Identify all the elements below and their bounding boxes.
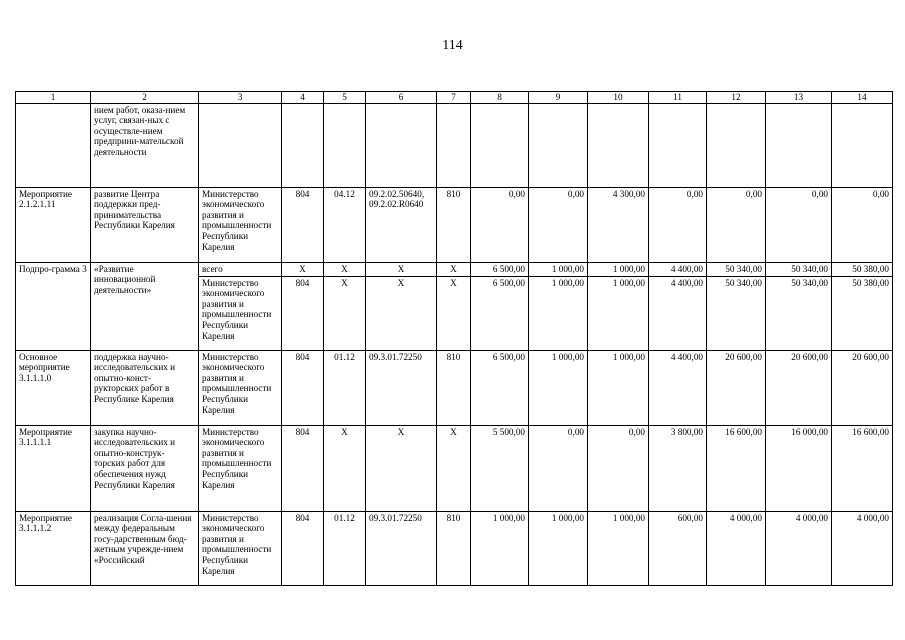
- cell: [707, 103, 766, 187]
- cell-amount: 0,00: [649, 187, 707, 262]
- cell-description: закупка научно-исследовательских и опытно-конструк-торских работ для обеспечения нужд Республики Карелия: [91, 425, 199, 511]
- cell-amount: 0,00: [471, 187, 529, 262]
- cell-amount: 4 300,00: [588, 187, 649, 262]
- cell-amount: 16 600,00: [707, 425, 766, 511]
- cell-rzpr: 04.12: [324, 187, 366, 262]
- cell-amount: 4 000,00: [832, 511, 893, 585]
- cell-rzpr: 01.12: [324, 350, 366, 425]
- cell-amount: 1 000,00: [529, 276, 588, 350]
- column-number: 1: [16, 92, 91, 104]
- cell-description: развитие Центра поддержки пред-принимательства Республики Карелия: [91, 187, 199, 262]
- cell-vr: 810: [437, 187, 471, 262]
- cell-amount: 1 000,00: [588, 262, 649, 276]
- cell-amount: 0,00: [529, 187, 588, 262]
- cell-amount: 4 400,00: [649, 262, 707, 276]
- cell-amount: 600,00: [649, 511, 707, 585]
- column-numbers-row: [16, 92, 893, 104]
- cell: [437, 103, 471, 187]
- table-row: [16, 350, 893, 425]
- cell-executor: Министерство экономического развития и промышленности Республики Карелия: [199, 187, 282, 262]
- cell-rzpr: Х: [324, 262, 366, 276]
- cell: [832, 103, 893, 187]
- cell-amount: 16 600,00: [832, 425, 893, 511]
- column-number: 4: [282, 92, 324, 104]
- cell: [366, 103, 437, 187]
- cell-grbs: 804: [282, 187, 324, 262]
- cell: [588, 103, 649, 187]
- cell-amount: 50 380,00: [832, 276, 893, 350]
- cell-amount: 50 380,00: [832, 262, 893, 276]
- cell-amount: 1 000,00: [588, 511, 649, 585]
- table-row: [16, 262, 893, 276]
- column-number: 12: [707, 92, 766, 104]
- cell-csr: Х: [366, 425, 437, 511]
- cell-amount: 0,00: [707, 187, 766, 262]
- cell-amount: 50 340,00: [707, 276, 766, 350]
- table-row: [16, 425, 893, 511]
- cell-amount: 1 000,00: [588, 350, 649, 425]
- cell-grbs: 804: [282, 276, 324, 350]
- cell-amount: 0,00: [832, 187, 893, 262]
- cell-rzpr: 01.12: [324, 511, 366, 585]
- cell-vr: 810: [437, 350, 471, 425]
- cell-amount: 4 000,00: [766, 511, 832, 585]
- column-number: 11: [649, 92, 707, 104]
- cell-description: нием работ, оказа-нием услуг, связан-ных с осуществле-нием предприни-мательской деятельности: [91, 103, 199, 187]
- cell-status: Мероприятие 2.1.2.1.11: [16, 187, 91, 262]
- cell: [766, 103, 832, 187]
- column-number: 14: [832, 92, 893, 104]
- cell-amount: 4 000,00: [707, 511, 766, 585]
- cell-grbs: 804: [282, 511, 324, 585]
- cell-executor: Министерство экономического развития и промышленности Республики Карелия: [199, 425, 282, 511]
- column-number: 8: [471, 92, 529, 104]
- cell-status: Подпро-грамма 3: [16, 262, 91, 350]
- cell-description: поддержка научно-исследовательских и опытно-конст-рукторских работ в Республике Карелия: [91, 350, 199, 425]
- column-number: 2: [91, 92, 199, 104]
- column-number: 5: [324, 92, 366, 104]
- cell-amount: 20 600,00: [832, 350, 893, 425]
- cell: [649, 103, 707, 187]
- cell: [324, 103, 366, 187]
- cell-amount: 6 500,00: [471, 262, 529, 276]
- column-number: 13: [766, 92, 832, 104]
- cell-status: Основное мероприятие 3.1.1.1.0: [16, 350, 91, 425]
- cell-csr: Х: [366, 262, 437, 276]
- cell: [282, 103, 324, 187]
- cell-rzpr: Х: [324, 276, 366, 350]
- cell-amount: 1 000,00: [588, 276, 649, 350]
- column-number: 9: [529, 92, 588, 104]
- cell-amount: 1 000,00: [529, 511, 588, 585]
- cell: [199, 103, 282, 187]
- cell-amount: 1 000,00: [471, 511, 529, 585]
- cell-grbs: Х: [282, 262, 324, 276]
- cell-executor: Министерство экономического развития и промышленности Республики Карелия: [199, 276, 282, 350]
- cell-amount: 1 000,00: [529, 262, 588, 276]
- cell-amount: 4 400,00: [649, 350, 707, 425]
- cell-csr: Х: [366, 276, 437, 350]
- cell-amount: 0,00: [588, 425, 649, 511]
- cell-vr: Х: [437, 262, 471, 276]
- cell-csr: 09.3.01.72250: [366, 350, 437, 425]
- column-number: 3: [199, 92, 282, 104]
- table-row: [16, 187, 893, 262]
- cell-vr: Х: [437, 425, 471, 511]
- cell-amount: 3 800,00: [649, 425, 707, 511]
- table-row: [16, 511, 893, 585]
- cell: [16, 103, 91, 187]
- cell-status: Мероприятие 3.1.1.1.1: [16, 425, 91, 511]
- cell-csr: 09.3.01.72250: [366, 511, 437, 585]
- cell-description: «Развитие инновационной деятельности»: [91, 262, 199, 350]
- cell-grbs: 804: [282, 425, 324, 511]
- cell-executor: всего: [199, 262, 282, 276]
- cell-amount: 0,00: [529, 425, 588, 511]
- cell-amount: 50 340,00: [766, 276, 832, 350]
- cell-amount: 6 500,00: [471, 276, 529, 350]
- table-row: [16, 103, 893, 187]
- cell-executor: Министерство экономического развития и промышленности Республики Карелия: [199, 511, 282, 585]
- cell-amount: 6 500,00: [471, 350, 529, 425]
- cell-amount: 16 000,00: [766, 425, 832, 511]
- cell-amount: 50 340,00: [766, 262, 832, 276]
- cell-description: реализация Согла-шения между федеральным госу-дарственным бюд-жетным учрежде-нием «Российский: [91, 511, 199, 585]
- page-number: 114: [442, 38, 463, 53]
- cell-rzpr: Х: [324, 425, 366, 511]
- cell-vr: Х: [437, 276, 471, 350]
- budget-table: [15, 91, 893, 586]
- cell-amount: 0,00: [766, 187, 832, 262]
- cell: [471, 103, 529, 187]
- cell-amount: 20 600,00: [766, 350, 832, 425]
- column-number: 10: [588, 92, 649, 104]
- cell-executor: Министерство экономического развития и промышленности Республики Карелия: [199, 350, 282, 425]
- cell-amount: 5 500,00: [471, 425, 529, 511]
- cell-status: Мероприятие 3.1.1.1.2: [16, 511, 91, 585]
- cell-vr: 810: [437, 511, 471, 585]
- cell-amount: 50 340,00: [707, 262, 766, 276]
- column-number: 6: [366, 92, 437, 104]
- cell-amount: 20 600,00: [707, 350, 766, 425]
- cell-csr: 09.2.02.50640, 09.2.02.R0640: [366, 187, 437, 262]
- column-number: 7: [437, 92, 471, 104]
- cell-amount: 4 400,00: [649, 276, 707, 350]
- cell-grbs: 804: [282, 350, 324, 425]
- cell-amount: 1 000,00: [529, 350, 588, 425]
- cell: [529, 103, 588, 187]
